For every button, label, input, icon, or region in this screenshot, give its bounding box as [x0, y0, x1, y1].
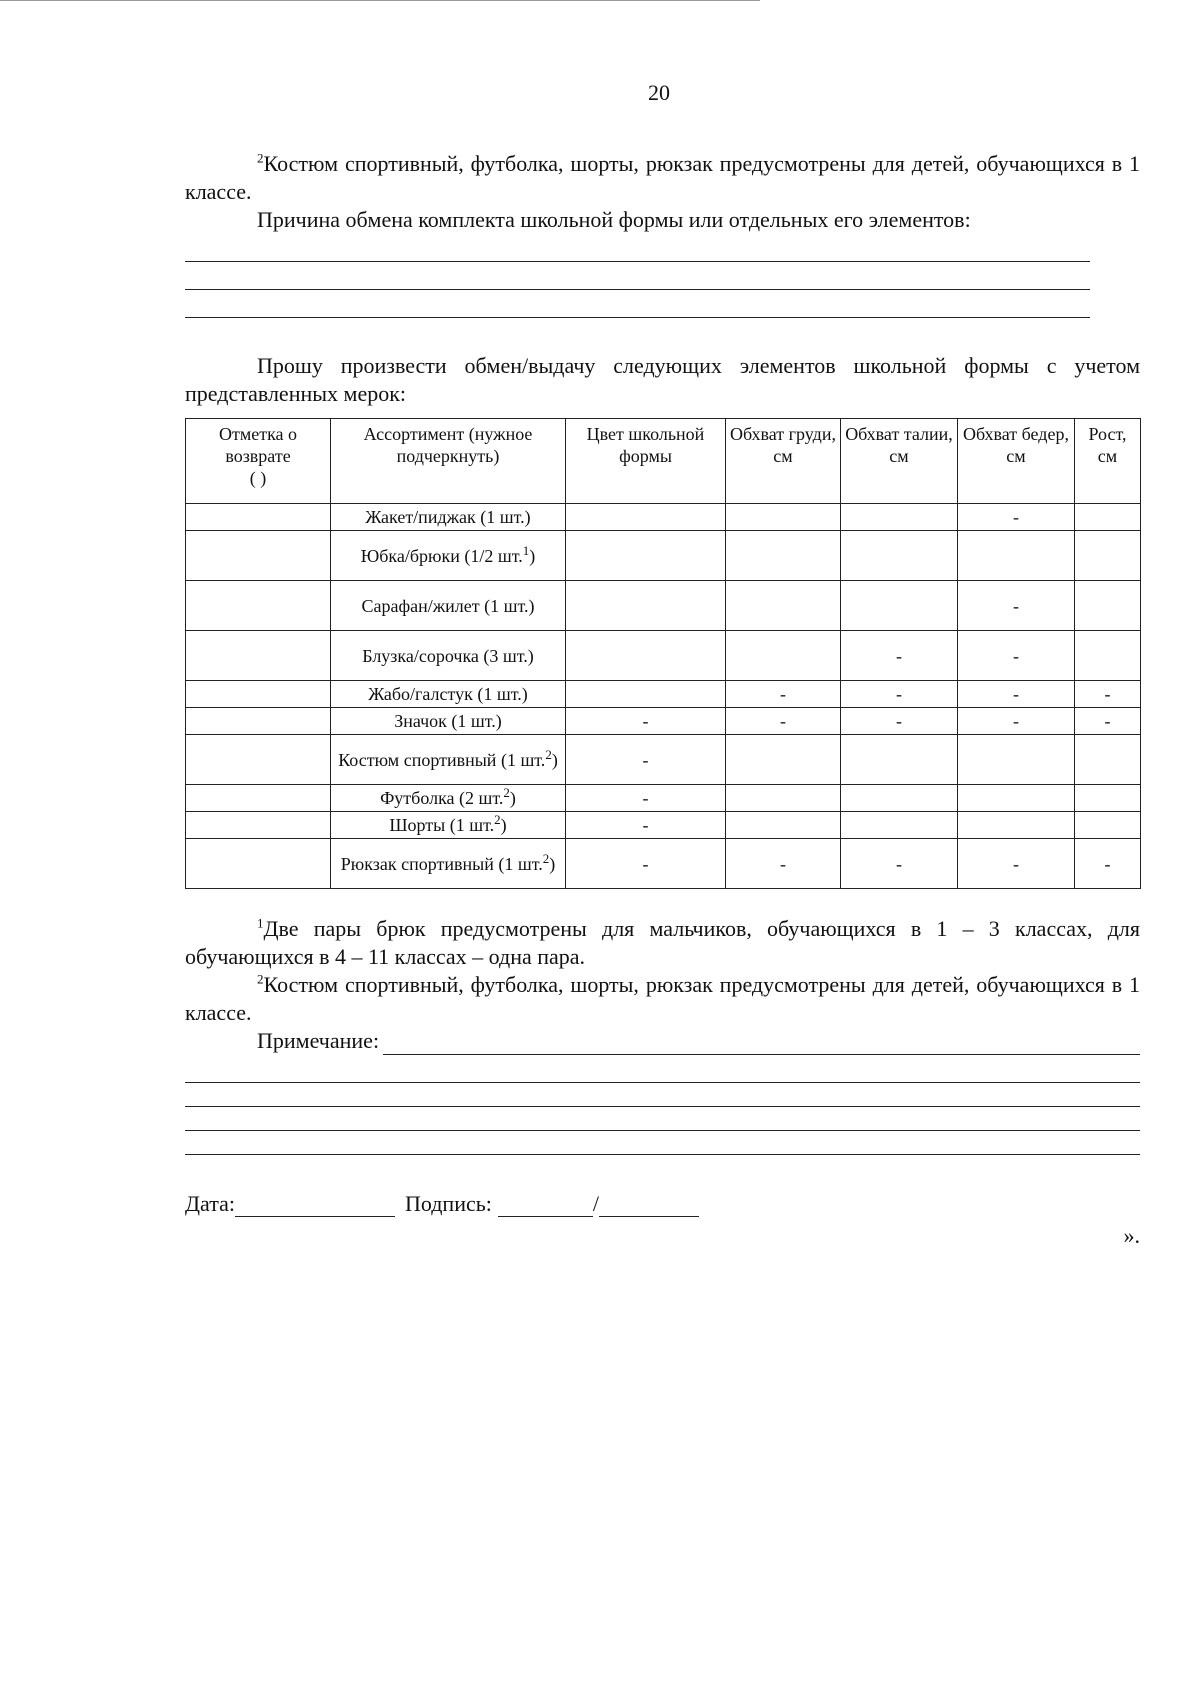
table-row [186, 681, 1141, 708]
header-return-mark-label: Отметка о возврате [218, 424, 298, 466]
return-mark-cell[interactable] [186, 812, 331, 839]
height-cell[interactable] [1075, 531, 1141, 581]
color-cell[interactable] [566, 631, 726, 681]
hips-cell[interactable] [958, 531, 1075, 581]
height-cell[interactable]: - [1075, 681, 1141, 708]
hips-cell[interactable]: - [958, 504, 1075, 531]
return-mark-box: ( ) [249, 468, 267, 488]
waist-cell[interactable] [841, 531, 958, 581]
item-name: Рюкзак спортивный (1 шт.$^2$) [331, 839, 566, 889]
footnote-marker: 2 [257, 150, 264, 166]
color-cell[interactable]: - [566, 735, 726, 785]
table-row [186, 531, 1141, 581]
chest-cell[interactable] [726, 735, 841, 785]
item-name: Футболка (2 шт.$^2$) [331, 785, 566, 812]
hips-cell[interactable]: - [958, 581, 1075, 631]
height-cell[interactable] [1075, 581, 1141, 631]
height-cell[interactable] [1075, 631, 1141, 681]
return-mark-cell[interactable] [186, 839, 331, 889]
item-name: Значок (1 шт.) [331, 708, 566, 735]
height-cell[interactable]: - [1075, 839, 1141, 889]
note-line-1[interactable] [383, 1032, 1140, 1055]
note-line-3[interactable] [185, 1083, 1140, 1107]
waist-cell[interactable] [841, 812, 958, 839]
waist-cell[interactable]: - [841, 681, 958, 708]
chest-cell[interactable]: - [726, 681, 841, 708]
return-mark-cell[interactable] [186, 504, 331, 531]
return-mark-cell[interactable] [186, 708, 331, 735]
signature-field[interactable] [498, 1194, 593, 1217]
waist-cell[interactable] [841, 735, 958, 785]
hips-cell[interactable] [958, 785, 1075, 812]
return-mark-cell[interactable] [186, 581, 331, 631]
waist-cell[interactable] [841, 785, 958, 812]
table-row [186, 581, 1141, 631]
color-cell[interactable]: - [566, 708, 726, 735]
return-mark-cell[interactable] [186, 735, 331, 785]
footnotes [185, 915, 1140, 1027]
chest-cell[interactable] [726, 531, 841, 581]
height-cell[interactable] [1075, 785, 1141, 812]
document-body [185, 150, 1140, 1249]
request-text: Прошу произвести обмен/выдачу следующих элементов школьной формы с учетом представленных мерок: [185, 353, 1140, 406]
chest-cell[interactable] [726, 812, 841, 839]
return-mark-cell[interactable] [186, 681, 331, 708]
note-line-2[interactable] [185, 1055, 1140, 1083]
signature-row [185, 1187, 1140, 1217]
footnote-2 [185, 971, 1140, 1027]
date-label: Дата: [185, 1191, 235, 1216]
table-row [186, 631, 1141, 681]
height-cell[interactable] [1075, 504, 1141, 531]
hips-cell[interactable] [958, 735, 1075, 785]
footnote-marker: 1 [257, 915, 264, 931]
header-hips: Обхват бедер, см [958, 419, 1075, 504]
table-row [186, 735, 1141, 785]
color-cell[interactable]: - [566, 812, 726, 839]
note-row [185, 1027, 1140, 1055]
chest-cell[interactable] [726, 504, 841, 531]
table-header-row [186, 419, 1141, 504]
uniform-table [185, 418, 1141, 889]
color-cell[interactable]: - [566, 839, 726, 889]
header-assortment: Ассортимент (нужное подчеркнуть) [331, 419, 566, 504]
scan-top-edge [0, 0, 760, 1]
chest-cell[interactable]: - [726, 839, 841, 889]
return-mark-cell[interactable] [186, 785, 331, 812]
return-mark-cell[interactable] [186, 531, 331, 581]
waist-cell[interactable] [841, 504, 958, 531]
item-name: Жакет/пиджак (1 шт.) [331, 504, 566, 531]
item-name: Костюм спортивный (1 шт.$^2$) [331, 735, 566, 785]
reason-line-3[interactable] [185, 290, 1090, 318]
signature-label: Подпись: [404, 1191, 492, 1216]
return-mark-cell[interactable] [186, 631, 331, 681]
hips-cell[interactable] [958, 812, 1075, 839]
header-return-mark [186, 419, 331, 504]
top-footnote [185, 150, 1140, 206]
height-cell[interactable] [1075, 812, 1141, 839]
table-row [186, 504, 1141, 531]
closing-quote: ». [1123, 1223, 1140, 1248]
note-line-4[interactable] [185, 1107, 1140, 1131]
height-cell[interactable] [1075, 735, 1141, 785]
table-row [186, 708, 1141, 735]
chest-cell[interactable]: - [726, 708, 841, 735]
header-color: Цвет школьной формы [566, 419, 726, 504]
hips-cell[interactable]: - [958, 681, 1075, 708]
header-height: Рост, см [1075, 419, 1141, 504]
color-cell[interactable] [566, 531, 726, 581]
signature-slash: / [592, 1191, 599, 1216]
note-label: Примечание: [257, 1028, 380, 1053]
item-name: Блузка/сорочка (3 шт.) [331, 631, 566, 681]
footnote-1 [185, 915, 1140, 971]
chest-cell[interactable] [726, 631, 841, 681]
footnote-text: Костюм спортивный, футболка, шорты, рюкзак предусмотрены для детей, обучающихся в 1 классе. [185, 972, 1140, 1025]
item-name: Юбка/брюки (1/2 шт.$^1$) [331, 531, 566, 581]
footnote-text: Две пары брюк предусмотрены для мальчиков, обучающихся в 1 – 3 классах, для обучающихся в 4 – 11 классах – одна пара. [185, 916, 1140, 969]
height-cell[interactable]: - [1075, 708, 1141, 735]
top-footnote-text: Костюм спортивный, футболка, шорты, рюкзак предусмотрены для детей, обучающихся в 1 классе. [185, 151, 1140, 204]
waist-cell[interactable] [841, 581, 958, 631]
color-cell[interactable]: - [566, 785, 726, 812]
color-cell[interactable] [566, 504, 726, 531]
date-field[interactable] [235, 1194, 395, 1217]
hips-cell[interactable]: - [958, 839, 1075, 889]
table-row [186, 839, 1141, 889]
header-chest: Обхват груди, см [726, 419, 841, 504]
waist-cell[interactable]: - [841, 708, 958, 735]
header-waist: Обхват талии, см [841, 419, 958, 504]
chest-cell[interactable] [726, 785, 841, 812]
note-line-5[interactable] [185, 1131, 1140, 1155]
color-cell[interactable] [566, 681, 726, 708]
color-cell[interactable] [566, 581, 726, 631]
reason-line-2[interactable] [185, 262, 1090, 290]
item-name: Шорты (1 шт.$^2$) [331, 812, 566, 839]
waist-cell[interactable]: - [841, 631, 958, 681]
chest-cell[interactable] [726, 581, 841, 631]
hips-cell[interactable]: - [958, 631, 1075, 681]
table-row [186, 812, 1141, 839]
signature-name-field[interactable] [599, 1194, 699, 1217]
table-row [186, 785, 1141, 812]
page-number: 20 [648, 80, 670, 105]
waist-cell[interactable]: - [841, 839, 958, 889]
footnote-marker: 2 [257, 971, 264, 987]
hips-cell[interactable]: - [958, 708, 1075, 735]
item-name: Жабо/галстук (1 шт.) [331, 681, 566, 708]
reason-line-1[interactable] [185, 234, 1090, 262]
reason-label: Причина обмена комплекта школьной формы или отдельных его элементов: [257, 207, 971, 232]
item-name: Сарафан/жилет (1 шт.) [331, 581, 566, 631]
